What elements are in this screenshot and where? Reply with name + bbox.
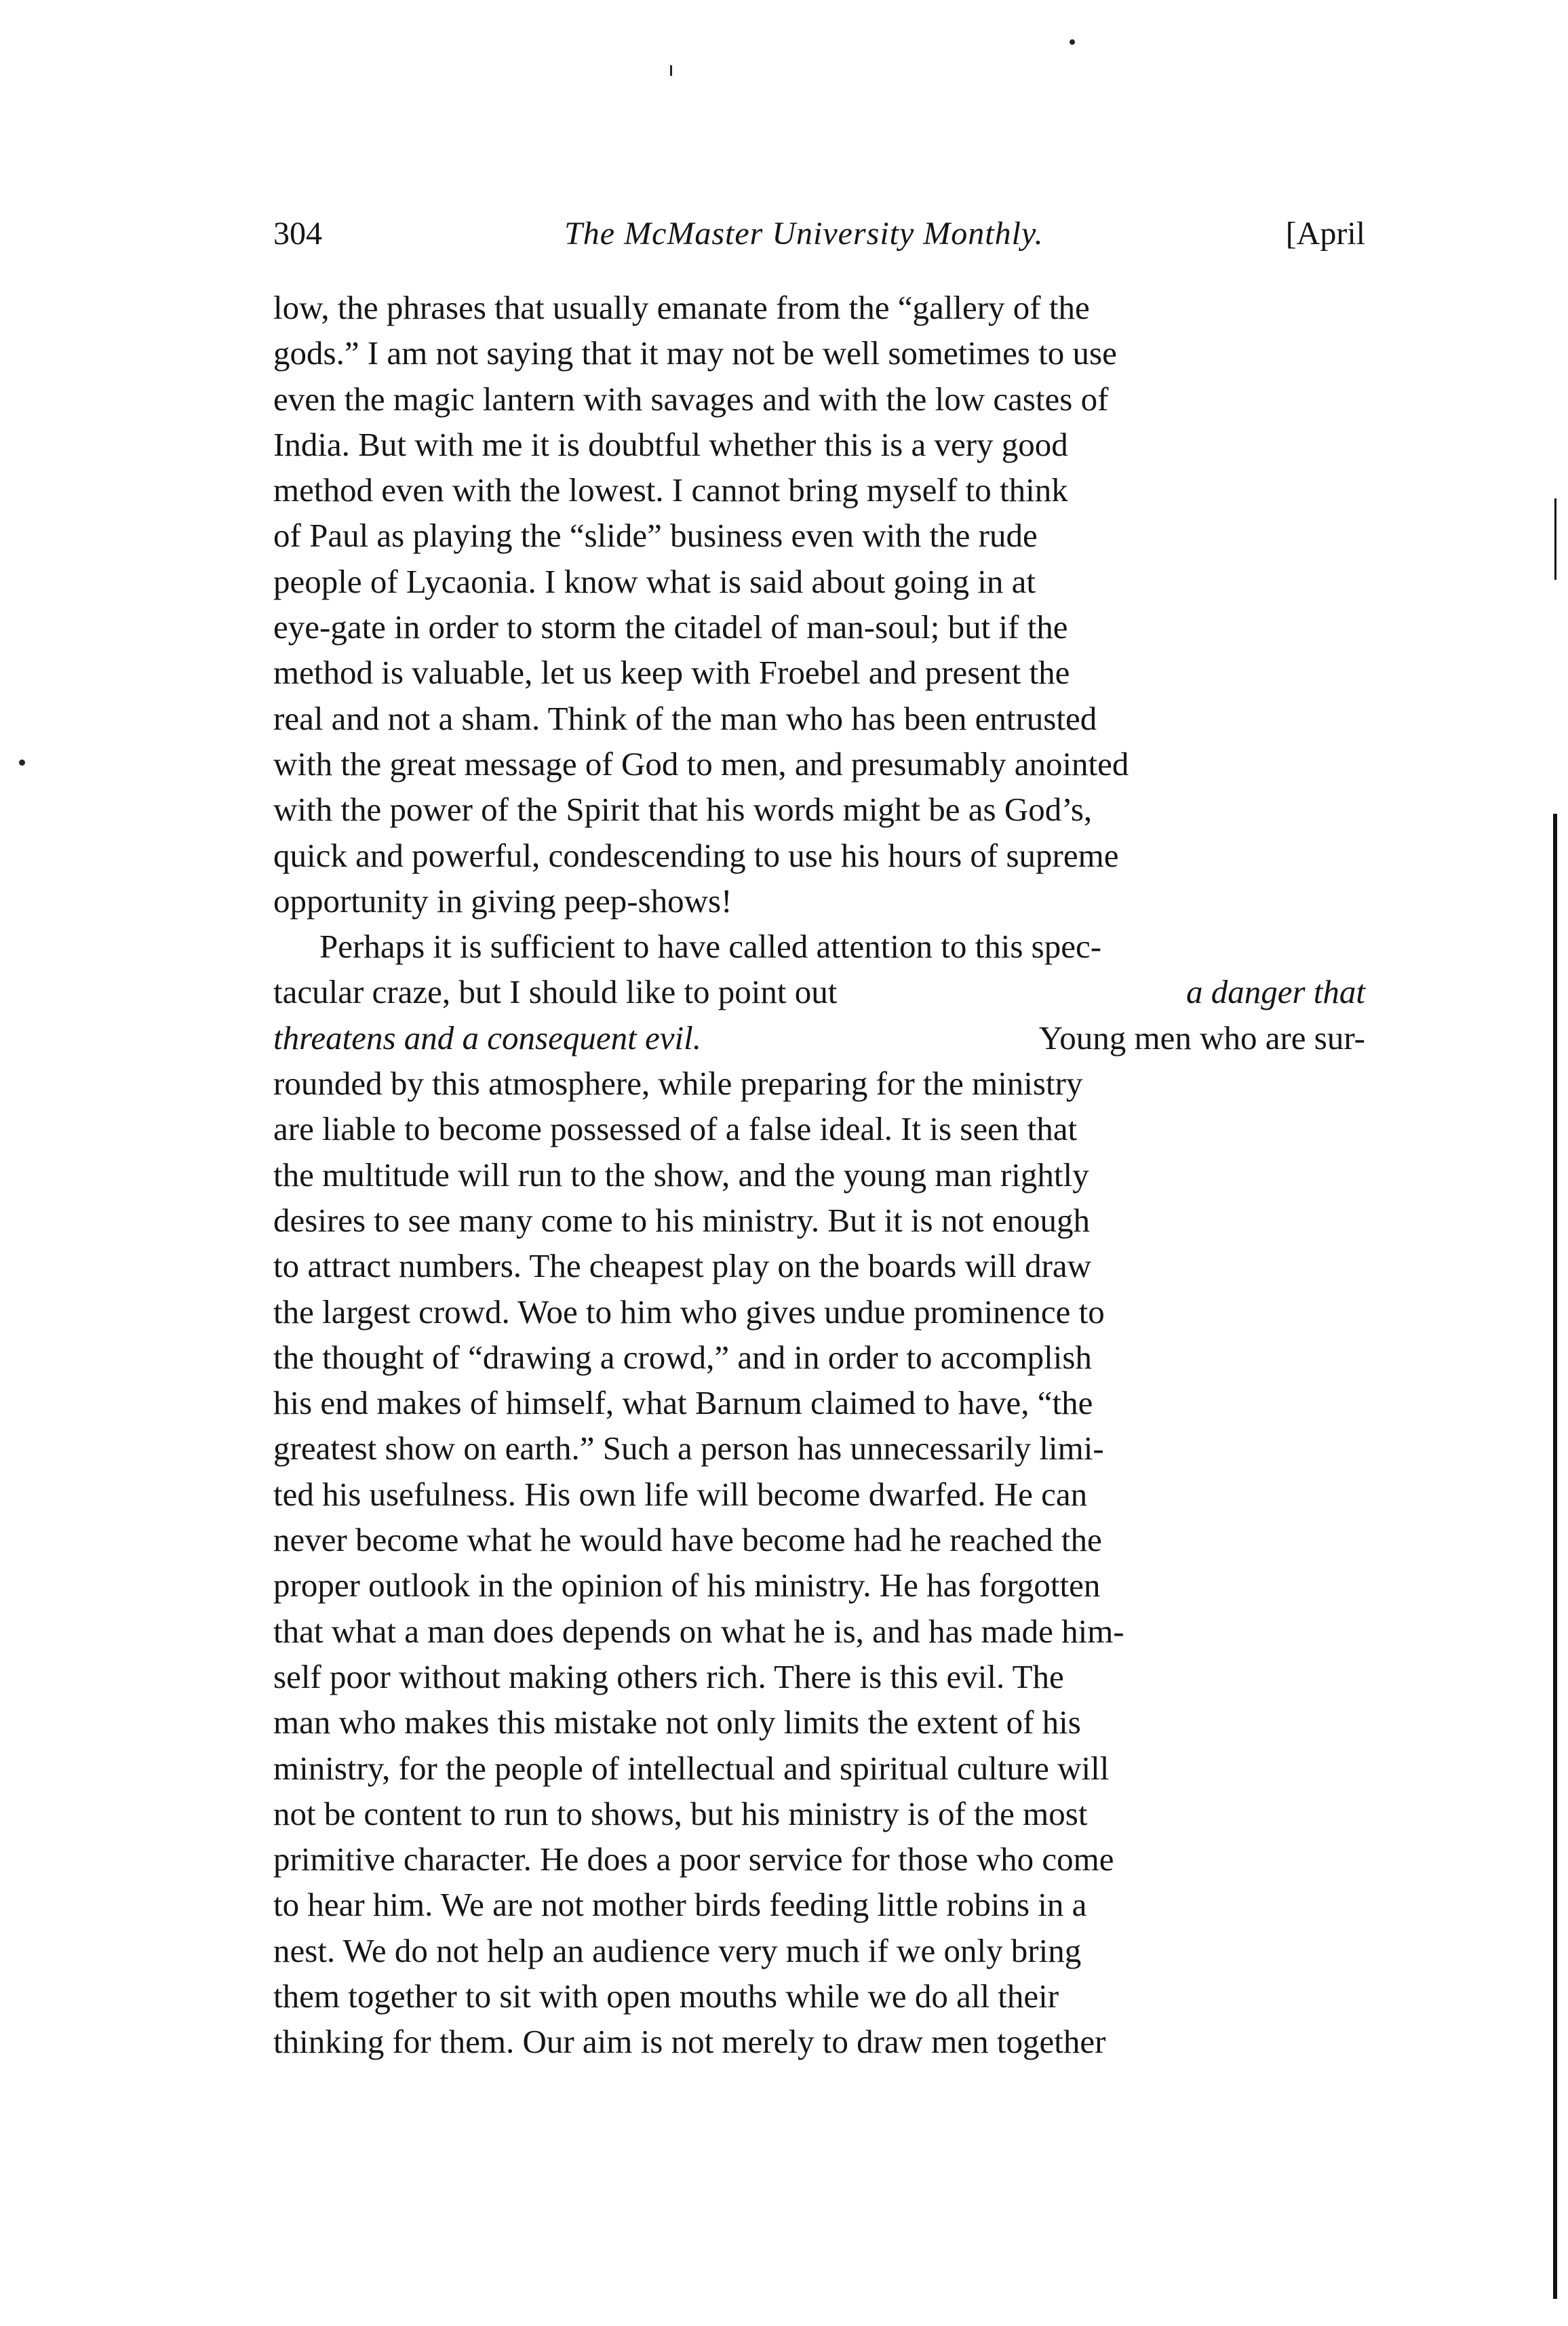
scan-speck bbox=[1070, 39, 1075, 45]
text-line: of Paul as playing the “slide” business even with the rude bbox=[273, 517, 1038, 555]
text-line: self poor without making others rich. There is this evil. The bbox=[273, 1657, 1064, 1695]
emphasis-text: threatens and a consequent evil. bbox=[273, 1019, 701, 1057]
issue-month: [April bbox=[1285, 216, 1365, 252]
scan-edge-line bbox=[1553, 814, 1557, 2299]
page-number: 304 bbox=[273, 216, 322, 252]
text-line: with the great message of God to men, and presumably anointed bbox=[273, 745, 1129, 783]
scan-speck bbox=[19, 760, 25, 766]
text-line: people of Lycaonia. I know what is said about going in at bbox=[273, 562, 1036, 600]
text-line: greatest show on earth.” Such a person has unnecessarily limi- bbox=[273, 1430, 1104, 1467]
text-line: desires to see many come to his ministry. But it is not enough bbox=[273, 1201, 1090, 1239]
emphasis-text: a danger that bbox=[1185, 973, 1365, 1011]
text-line: ted his usefulness. His own life will become dwarfed. He can bbox=[273, 1475, 1088, 1513]
text-line: are liable to become possessed of a false ideal. It is seen that bbox=[273, 1110, 1078, 1148]
scan-edge-line bbox=[1554, 498, 1556, 580]
text-line: threatens and a consequent evil. Young men who are sur- bbox=[273, 1015, 1365, 1061]
text-line: with the power of the Spirit that his words might be as God’s, bbox=[273, 791, 1093, 829]
text-line: them together to sit with open mouths while we do all their bbox=[273, 1977, 1059, 2015]
text-line: real and not a sham. Think of the man who has been entrusted bbox=[273, 699, 1097, 737]
text-line: nest. We do not help an audience very much if we only bring bbox=[273, 1931, 1082, 1969]
text-line: that what a man does depends on what he is, and has made him- bbox=[273, 1612, 1124, 1650]
text-line: tacular craze, but I should like to point out a danger that bbox=[273, 969, 1365, 1014]
text-line: ministry, for the people of intellectual and spiritual culture will bbox=[273, 1749, 1110, 1787]
journal-title: The McMaster University Monthly. bbox=[564, 216, 1044, 252]
text-line: never become what he would have become had he reached the bbox=[273, 1521, 1102, 1559]
running-header bbox=[273, 203, 1365, 264]
page-text bbox=[273, 203, 1365, 2065]
text-line: primitive character. He does a poor service for those who come bbox=[273, 1840, 1114, 1878]
text-line: the multitude will run to the show, and the young man rightly bbox=[273, 1156, 1089, 1194]
text-line: even the magic lantern with savages and with the low castes of bbox=[273, 380, 1109, 418]
text-line: his end makes of himself, what Barnum claimed to have, “the bbox=[273, 1384, 1093, 1422]
text-line: quick and powerful, condescending to use his hours of supreme bbox=[273, 836, 1119, 874]
text-line: the largest crowd. Woe to him who gives undue prominence to bbox=[273, 1293, 1105, 1330]
text-line: proper outlook in the opinion of his ministry. He has forgotten bbox=[273, 1566, 1101, 1604]
scan-speck bbox=[670, 65, 672, 76]
text-line: Perhaps it is sufficient to have called attention to this spec- bbox=[319, 928, 1102, 966]
text-line: not be content to run to shows, but his ministry is of the most bbox=[273, 1794, 1088, 1832]
text-line: India. But with me it is doubtful whether this is a very good bbox=[273, 425, 1068, 463]
text-line: method even with the lowest. I cannot bring myself to think bbox=[273, 471, 1068, 509]
text-line: eye-gate in order to storm the citadel of man-soul; but if the bbox=[273, 608, 1068, 646]
text-line: rounded by this atmosphere, while preparing for the ministry bbox=[273, 1065, 1083, 1103]
text-line: opportunity in giving peep-shows! bbox=[273, 882, 732, 920]
text-line: man who makes this mistake not only limits the extent of his bbox=[273, 1703, 1081, 1741]
text-line: low, the phrases that usually emanate from the “gallery of the bbox=[273, 289, 1090, 326]
paragraph-2 bbox=[273, 924, 1365, 2064]
text-line: gods.” I am not saying that it may not be well sometimes to use bbox=[273, 334, 1117, 372]
text-line: to hear him. We are not mother birds feeding little robins in a bbox=[273, 1886, 1087, 1924]
paragraph-1 bbox=[273, 285, 1365, 924]
text-line: method is valuable, let us keep with Froebel and present the bbox=[273, 654, 1070, 692]
text-line: to attract numbers. The cheapest play on the boards will draw bbox=[273, 1247, 1092, 1285]
text-line: the thought of “drawing a crowd,” and in order to accomplish bbox=[273, 1338, 1092, 1376]
text-line: thinking for them. Our aim is not merely to draw men together bbox=[273, 2023, 1106, 2061]
